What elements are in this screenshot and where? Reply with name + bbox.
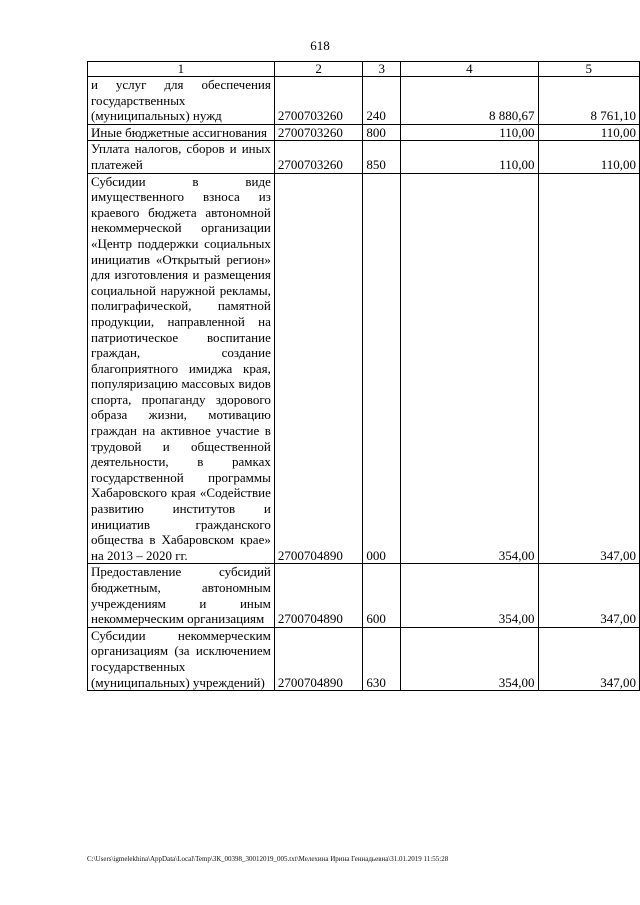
- amount-col-4: 354,00: [401, 627, 538, 690]
- amount-col-5: 110,00: [538, 124, 639, 141]
- header-row: [88, 62, 640, 77]
- amount-col-4: 8 880,67: [401, 77, 538, 125]
- page-number: 618: [310, 38, 330, 53]
- target-article-code: 2700703260: [274, 77, 363, 125]
- amount-col-5: 8 761,10: [538, 77, 639, 125]
- amount-col-4: 110,00: [401, 141, 538, 173]
- expense-type-code: 240: [363, 77, 401, 125]
- expense-type-code: 630: [363, 627, 401, 690]
- amount-col-4: 110,00: [401, 124, 538, 141]
- expense-type-code: 600: [363, 564, 401, 627]
- header-cell: 2: [274, 62, 363, 77]
- expense-type-code: 800: [363, 124, 401, 141]
- amount-col-4: 354,00: [401, 564, 538, 627]
- expense-name: Уплата налогов, сборов и иных платежей: [88, 141, 275, 173]
- target-article-code: 2700704890: [274, 627, 363, 690]
- expense-type-code: 000: [363, 173, 401, 564]
- file-path-footer: C:\Users\igmelekhina\AppData\Local\Temp\ЗК_00398_30012019_005.txt\Мелехина Ирина Геннадьевна\31.01.2019 11:55:28: [87, 855, 449, 863]
- target-article-code: 2700704890: [274, 564, 363, 627]
- expense-name: Субсидии в виде имущественного взноса из краевого бюджета автономной некоммерческой организации «Центр поддержки социальных инициатив «Открытый регион» для изготовления и размещения социальной наружной рекламы, полиграфической, памятной продукции, направленной на патриотическое воспитание граждан, создание благоприятного имиджа края, популяризацию массовых видов спорта, пропаганду здорового образа жизни, мотивацию граждан на активное участие в трудовой и общественной деятельности, в рамках государственной программы Хабаровского края «Содействие развитию институтов и инициатив гражданского общества в Хабаровском крае» на 2013 – 2020 гг.: [88, 173, 275, 564]
- table-row: [88, 141, 640, 173]
- expense-name: и услуг для обеспечения государственных (муниципальных) нужд: [88, 77, 275, 125]
- expense-type-code: 850: [363, 141, 401, 173]
- amount-col-5: 347,00: [538, 173, 639, 564]
- header-cell: 5: [538, 62, 639, 77]
- header-cell: 3: [363, 62, 401, 77]
- amount-col-5: 347,00: [538, 627, 639, 690]
- expense-name: Предоставление субсидий бюджетным, автономным учреждениям и иным некоммерческим организациям: [88, 564, 275, 627]
- table-row: [88, 627, 640, 690]
- table-row: [88, 77, 640, 125]
- target-article-code: 2700704890: [274, 173, 363, 564]
- amount-col-5: 347,00: [538, 564, 639, 627]
- table-row: [88, 173, 640, 564]
- amount-col-4: 354,00: [401, 173, 538, 564]
- target-article-code: 2700703260: [274, 124, 363, 141]
- expense-name: Субсидии некоммерческим организациям (за исключением государственных (муниципальных) учреждений): [88, 627, 275, 690]
- budget-table: [87, 61, 640, 691]
- header-cell: 4: [401, 62, 538, 77]
- table-row: [88, 564, 640, 627]
- target-article-code: 2700703260: [274, 141, 363, 173]
- table-row: [88, 124, 640, 141]
- amount-col-5: 110,00: [538, 141, 639, 173]
- expense-name: Иные бюджетные ассигнования: [88, 124, 275, 141]
- header-cell: 1: [88, 62, 275, 77]
